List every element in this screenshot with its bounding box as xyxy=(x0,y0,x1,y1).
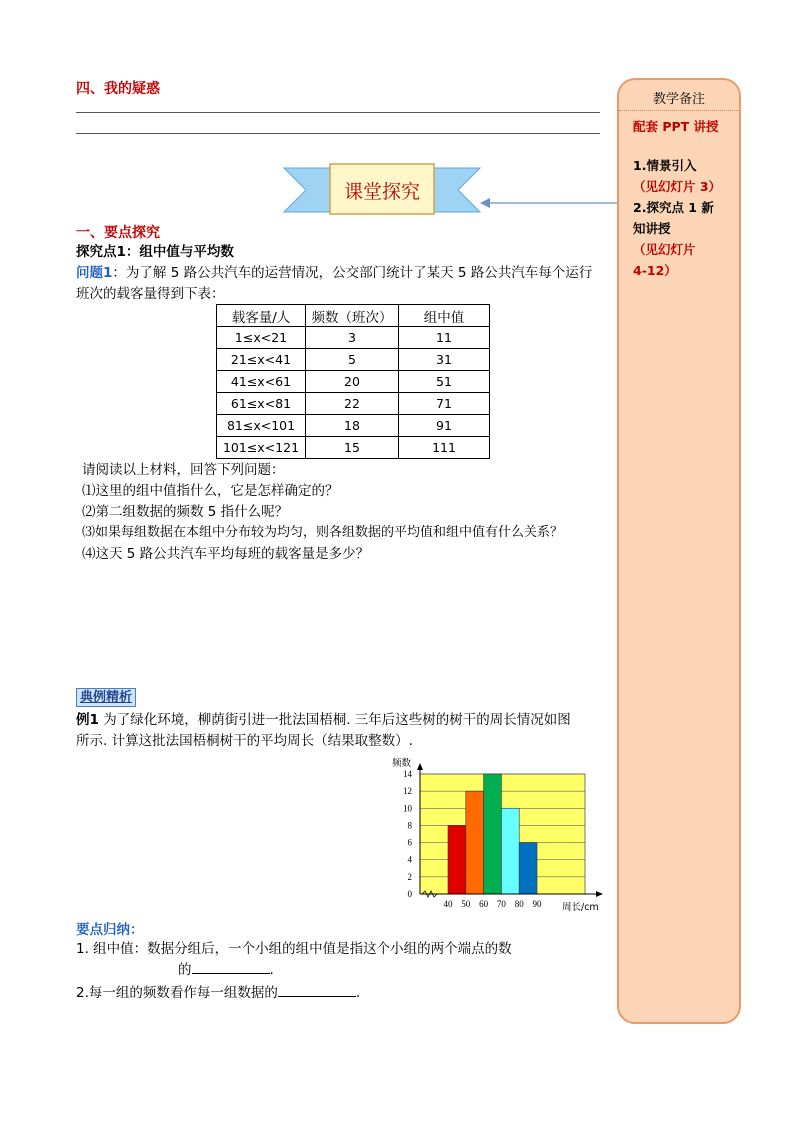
bar xyxy=(448,825,466,894)
table-header: 组中值 xyxy=(399,305,490,327)
x-axis-label: 周长/cm xyxy=(562,902,599,913)
x-tick-label: 70 xyxy=(496,899,506,909)
y-tick-label: 2 xyxy=(407,871,412,882)
y-tick-label: 8 xyxy=(407,820,412,831)
section1-subtitle: 探究点1：组中值与平均数 xyxy=(76,244,234,260)
example-line-2: 所示. 计算这批法国梧桐树干的平均周长（结果取整数）. xyxy=(76,733,413,749)
summary-line-1b xyxy=(178,960,274,980)
summary-text-1b: 的 xyxy=(178,962,192,978)
example-text-1: 为了绿化环境，柳荫街引进一批法国梧桐. 三年后这些树的树干的周长情况如图 xyxy=(98,712,571,728)
example-chip: 典例精析 xyxy=(76,688,136,707)
table-cell: 31 xyxy=(399,349,490,371)
y-axis-arrow xyxy=(417,763,423,770)
section1-title: 一、要点探究 xyxy=(76,225,160,241)
table-cell: 91 xyxy=(399,415,490,437)
bar xyxy=(466,791,484,894)
bar xyxy=(484,774,502,894)
table-row xyxy=(217,415,490,437)
side-item-3: 2.探究点 1 新 xyxy=(633,200,714,215)
table-row xyxy=(217,437,490,459)
bar xyxy=(501,808,519,894)
table-cell: 5 xyxy=(306,349,399,371)
side-item-2: （见幻灯片 3） xyxy=(633,179,722,194)
blank-1 xyxy=(192,960,270,974)
side-ppt: 配套 PPT 讲授 xyxy=(633,119,719,134)
summary-line-1: 1. 组中值：数据分组后，一个小组的组中值是指这个小组的两个端点的数 xyxy=(76,941,512,957)
y-tick-label: 14 xyxy=(403,769,412,779)
example-label: 例1 xyxy=(76,712,99,728)
table-cell: 81≤x<101 xyxy=(217,415,306,437)
banner-title: 课堂探究 xyxy=(343,181,420,203)
side-header: 教学备注 xyxy=(619,80,739,111)
question-3: ⑶如果每组数据在本组中分布较为均匀，则各组数据的平均值和组中值有什么关系？ xyxy=(82,525,564,540)
question-2: ⑵第二组数据的频数 5 指什么呢？ xyxy=(82,504,289,520)
x-tick-label: 80 xyxy=(514,899,524,909)
table-cell: 71 xyxy=(399,393,490,415)
answer-line-2 xyxy=(76,133,600,134)
table-cell: 111 xyxy=(399,437,490,459)
bar xyxy=(519,843,537,894)
summary-end-1: . xyxy=(269,962,274,978)
questions-intro: 请阅读以上材料，回答下列问题： xyxy=(82,462,285,478)
x-axis-arrow xyxy=(596,891,603,897)
problem-line-2: 班次的载客量得到下表： xyxy=(76,286,225,302)
table-cell: 22 xyxy=(306,393,399,415)
y-tick-label: 0 xyxy=(407,889,412,899)
table-header: 载客量/人 xyxy=(217,305,306,327)
summary-line-2 xyxy=(76,983,360,1003)
question-4: ⑷这天 5 路公共汽车平均每班的载客量是多少？ xyxy=(82,546,370,562)
table-row xyxy=(217,393,490,415)
problem-text-1: ：为了解 5 路公共汽车的运营情况，公交部门统计了某天 5 路公共汽车每个运行 xyxy=(112,265,593,281)
x-tick-label: 60 xyxy=(479,899,489,909)
problem-label: 问题1 xyxy=(76,265,113,281)
table-cell: 3 xyxy=(306,327,399,349)
y-tick-label: 10 xyxy=(403,803,412,814)
side-item-5: （见幻灯片 xyxy=(633,242,696,257)
side-item-4: 知讲授 xyxy=(633,221,671,236)
question-1: ⑴这里的组中值指什么，它是怎样确定的？ xyxy=(82,483,339,499)
frequency-table xyxy=(216,304,490,459)
table-header: 频数（班次） xyxy=(306,305,399,327)
answer-line-1 xyxy=(76,112,600,113)
y-tick-label: 4 xyxy=(407,854,412,865)
x-tick-label: 40 xyxy=(443,899,453,909)
table-cell: 101≤x<121 xyxy=(217,437,306,459)
y-tick-label: 6 xyxy=(407,837,412,848)
table-cell: 18 xyxy=(306,415,399,437)
table-cell: 11 xyxy=(399,327,490,349)
example-line-1 xyxy=(76,710,571,730)
y-tick-label: 12 xyxy=(403,786,412,797)
side-item-1: 1.情景引入 xyxy=(633,158,697,173)
problem-line-1 xyxy=(76,263,592,283)
table-cell: 51 xyxy=(399,371,490,393)
table-row xyxy=(217,371,490,393)
x-tick-label: 50 xyxy=(461,899,471,909)
side-item-6: 4-12） xyxy=(633,263,677,278)
x-tick-label: 90 xyxy=(532,899,542,909)
y-axis-label: 频数 xyxy=(392,758,412,769)
summary-end-2: . xyxy=(355,985,361,1001)
teaching-notes-panel xyxy=(617,78,741,1024)
table-cell: 61≤x<81 xyxy=(217,393,306,415)
summary-text-2: 2.每一组的频数看作每一组数据的 xyxy=(76,985,278,1001)
table-cell: 15 xyxy=(306,437,399,459)
table-cell: 20 xyxy=(306,371,399,393)
table-cell: 41≤x<61 xyxy=(217,371,306,393)
table-row xyxy=(217,327,490,349)
table-row xyxy=(217,349,490,371)
blank-2 xyxy=(278,983,356,997)
table-header-row xyxy=(217,305,490,327)
summary-title: 要点归纳： xyxy=(76,922,144,938)
histogram-chart xyxy=(370,756,615,914)
arrow-connector xyxy=(480,196,620,210)
table-cell: 1≤x<21 xyxy=(217,327,306,349)
section4-title: 四、我的疑惑 xyxy=(76,81,160,97)
table-cell: 21≤x<41 xyxy=(217,349,306,371)
